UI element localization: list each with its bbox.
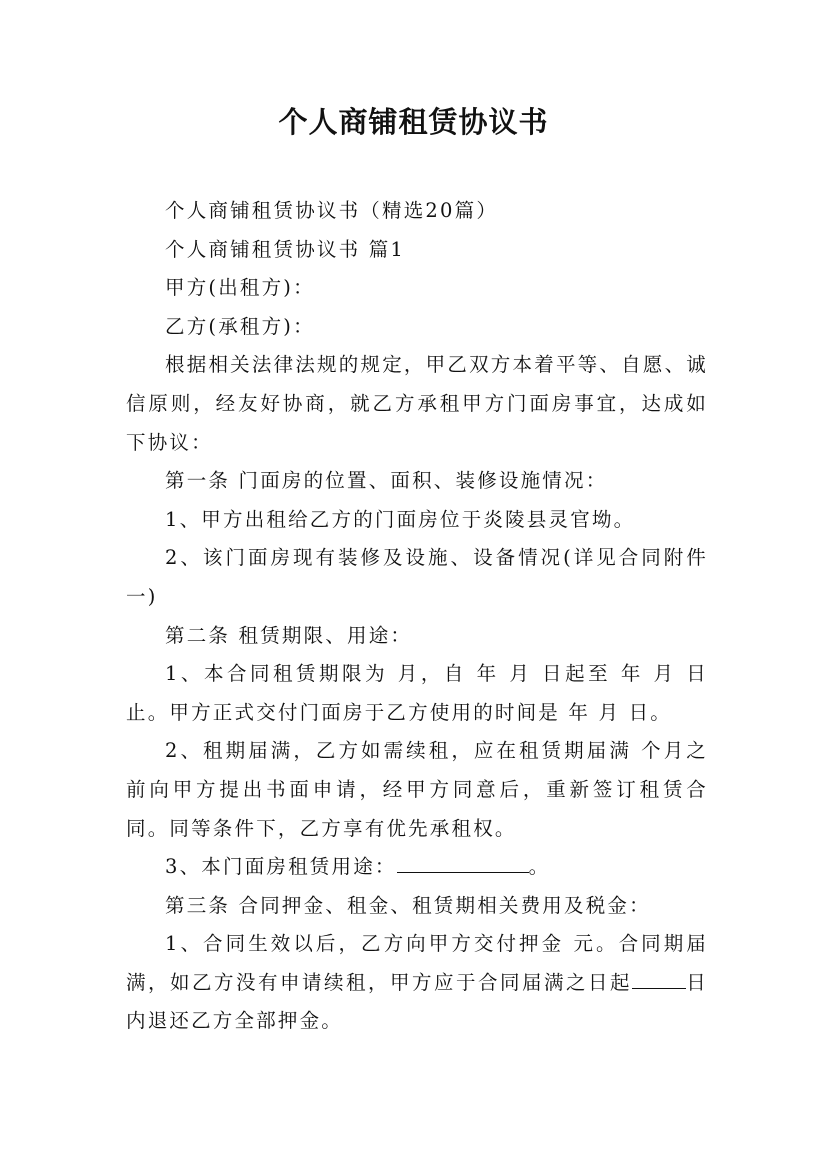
article-1-heading: 第一条 门面房的位置、面积、装修设施情况：	[165, 469, 608, 493]
article-3-heading: 第三条 合同押金、租金、租赁期相关费用及税金：	[165, 893, 651, 917]
document-title: 个人商铺租赁协议书	[278, 105, 549, 139]
party-b-line: 乙方(承租方)：	[165, 314, 315, 338]
article-3-item-1	[126, 925, 708, 1041]
article-1-item-2: 2、该门面房现有装修及设施、设备情况(详见合同附件一)	[126, 546, 708, 608]
document-body	[126, 192, 708, 1041]
article-3-item-1-suffix: 日内退还乙方全部押金。	[126, 970, 708, 1033]
party-a-line: 甲方(出租方)：	[165, 276, 315, 300]
section-heading: 个人商铺租赁协议书 篇1	[165, 237, 406, 261]
article-2-heading: 第二条 租赁期限、用途：	[165, 623, 413, 647]
usage-blank	[397, 850, 529, 873]
article-1-item-1: 1、甲方出租给乙方的门面房位于炎陵县灵官坳。	[165, 507, 636, 531]
article-2-item-2: 2、租期届满，乙方如需续租，应在租赁期届满 个月之前向甲方提出书面申请，经甲方同意后，重新签订租赁合同。同等条件下，乙方享有优先承租权。	[126, 739, 708, 840]
intro-paragraph: 根据相关法律法规的规定，甲乙双方本着平等、自愿、诚信原则，经友好协商，就乙方承租甲方门面房事宜，达成如下协议：	[126, 353, 708, 454]
deposit-days-blank	[632, 966, 686, 989]
article-2-item-1: 1、本合同租赁期限为 月，自 年 月 日起至 年 月 日止。甲方正式交付门面房于乙方使用的时间是 年 月 日。	[126, 662, 708, 724]
article-2-item-3-suffix: 。	[528, 855, 551, 879]
article-2-item-3	[126, 848, 708, 887]
article-2-item-3-prefix: 3、本门面房租赁用途：	[165, 855, 397, 879]
article-3-item-1-prefix: 1、合同生效以后，乙方向甲方交付押金 元。合同期届满，如乙方没有申请续租，甲方应于合同届满之日起	[126, 932, 708, 994]
document-subtitle: 个人商铺租赁协议书（精选20篇）	[165, 199, 499, 222]
